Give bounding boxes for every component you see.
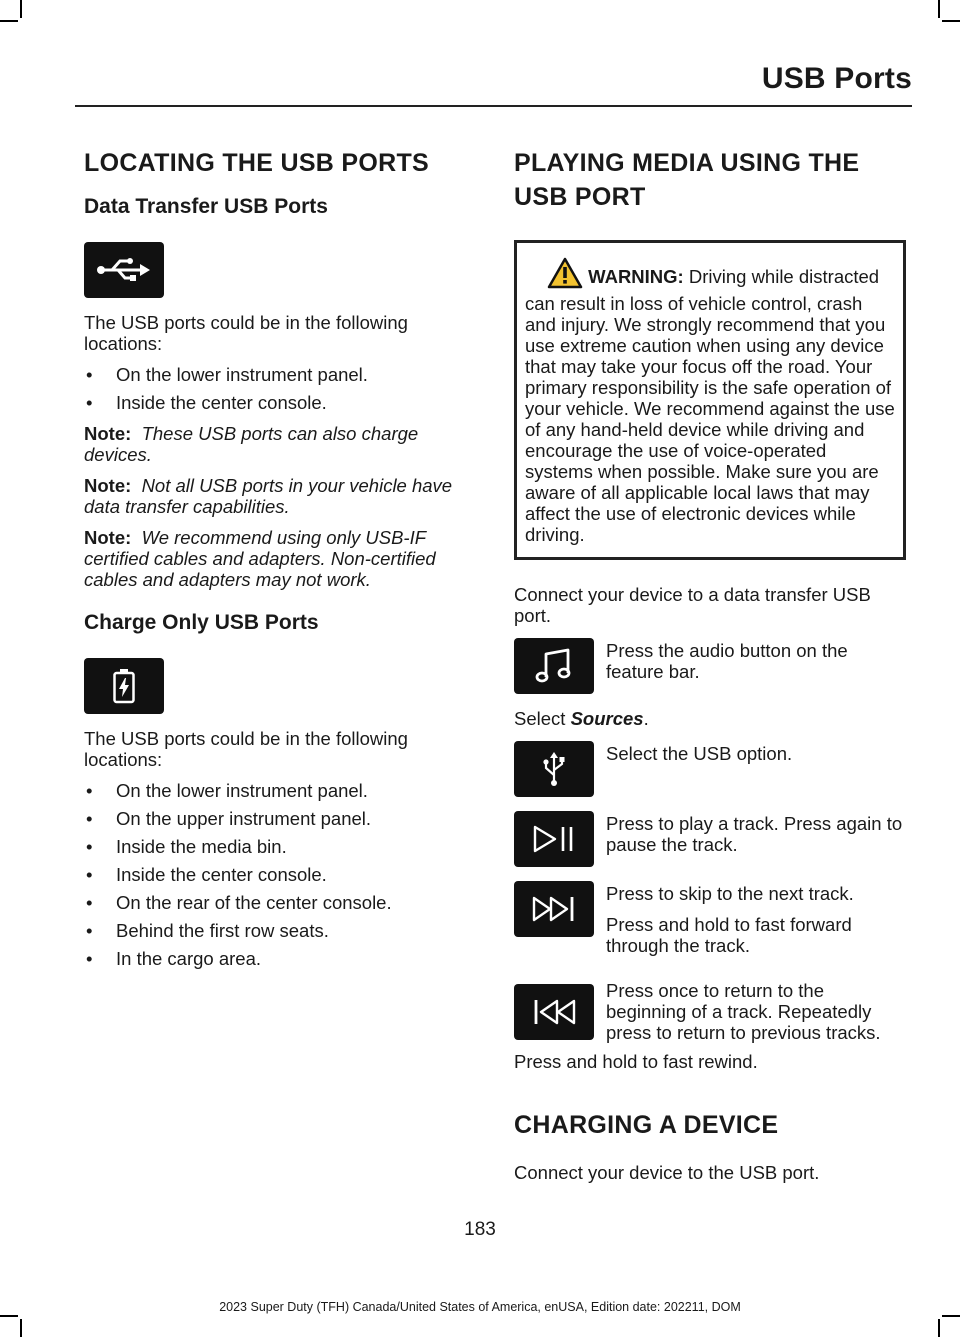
charge-only-locations: [84, 780, 479, 969]
step-text: Press once to return to the beginning of a track. Repeatedly press to return to previous tracks.: [606, 980, 881, 1043]
rewind-instruction: Press and hold to fast rewind.: [514, 1051, 758, 1072]
heading-line: PLAYING MEDIA USING THE: [514, 149, 860, 177]
page-number: 183: [464, 1219, 496, 1240]
list-item: • On the rear of the center console.: [84, 892, 479, 913]
skip-previous-icon: [514, 984, 594, 1040]
note-text: We recommend using only USB-IF certified cables and adapters. Non-certified cables and adapters may not work.: [84, 527, 436, 590]
step-skip-next: [514, 881, 906, 966]
crop-mark: [0, 20, 18, 22]
note: [84, 475, 479, 517]
crop-mark: [20, 1319, 22, 1337]
section-heading-locating: LOCATING THE USB PORTS: [84, 149, 430, 177]
crop-mark: [20, 0, 22, 18]
note-text: These USB ports can also charge devices.: [84, 423, 419, 465]
text: .: [643, 708, 649, 729]
crop-mark: [938, 0, 940, 18]
section-heading-playing-media: [514, 148, 906, 212]
crop-mark: [0, 1315, 18, 1317]
list-item: • On the lower instrument panel.: [84, 364, 479, 385]
note: [84, 527, 479, 590]
step-skip-previous: [514, 980, 906, 1043]
warning-triangle-icon: [547, 257, 583, 293]
step-text: Press to play a track. Press again to pause the track.: [606, 813, 903, 855]
list-item: • Behind the first row seats.: [84, 920, 479, 941]
list-item: • On the lower instrument panel.: [84, 780, 479, 801]
section-heading-charging: CHARGING A DEVICE: [514, 1111, 779, 1139]
note-label: Note:: [84, 527, 132, 548]
page-title: USB Ports: [761, 62, 912, 95]
step-text: Press the audio button on the feature bar.: [606, 640, 848, 682]
crop-mark: [942, 1315, 960, 1317]
list-item: • Inside the media bin.: [84, 836, 479, 857]
list-item: • On the upper instrument panel.: [84, 808, 479, 829]
warning-text: Driving while distracted can result in loss of vehicle control, crash and injury. We strongly recommend that you use extreme caution when using any device that may take your focus off the road. Your primary responsibility is the safe operation of your vehicle. We recommend against the use of any hand-held device while driving and encourage the use of voice-operated systems when possible. Make sure you are aware of all applicable local laws that may affect the use of electronic devices while driving.: [525, 266, 895, 545]
play-pause-icon: [514, 811, 594, 867]
crop-mark: [938, 1319, 940, 1337]
right-column: [514, 140, 906, 1193]
note-text: Not all USB ports in your vehicle have data transfer capabilities.: [84, 475, 453, 517]
charge-only-intro: The USB ports could be in the following locations:: [84, 728, 408, 770]
text: Select: [514, 708, 571, 729]
usb-icon: [514, 741, 594, 797]
note-label: Note:: [84, 423, 132, 444]
step-text-line: Press to skip to the next track.: [606, 883, 854, 904]
subheading-data-transfer: Data Transfer USB Ports: [84, 195, 328, 218]
title-divider: [75, 105, 912, 107]
data-transfer-intro: The USB ports could be in the following locations:: [84, 312, 408, 354]
connect-instruction: Connect your device to a data transfer USB port.: [514, 584, 871, 626]
warning-box: [514, 240, 906, 560]
footer-edition-info: 2023 Super Duty (TFH) Canada/United States of America, enUSA, Edition date: 202211, DOM: [219, 1300, 741, 1314]
usb-icon: [84, 242, 164, 298]
music-note-icon: [514, 638, 594, 694]
subheading-charge-only: Charge Only USB Ports: [84, 611, 319, 634]
crop-mark: [942, 20, 960, 22]
note-label: Note:: [84, 475, 132, 496]
list-item: • Inside the center console.: [84, 864, 479, 885]
step-text: Select the USB option.: [606, 743, 793, 764]
select-sources-instruction: [514, 708, 906, 729]
data-transfer-locations: [84, 364, 479, 413]
note: [84, 423, 479, 465]
heading-line: USB PORT: [514, 183, 646, 211]
list-item: • In the cargo area.: [84, 948, 479, 969]
sources-emphasis: Sources: [570, 708, 644, 729]
skip-next-icon: [514, 881, 594, 937]
step-usb: [514, 741, 906, 797]
step-text-line: Press and hold to fast forward through the track.: [606, 914, 852, 956]
list-item: • Inside the center console.: [84, 392, 479, 413]
charging-battery-icon: [84, 658, 164, 714]
warning-label: WARNING:: [588, 266, 684, 287]
step-text: [606, 881, 906, 966]
charging-instruction: Connect your device to the USB port.: [514, 1162, 820, 1183]
step-audio: [514, 638, 906, 694]
step-play-pause: [514, 811, 906, 867]
left-column: [84, 140, 479, 979]
